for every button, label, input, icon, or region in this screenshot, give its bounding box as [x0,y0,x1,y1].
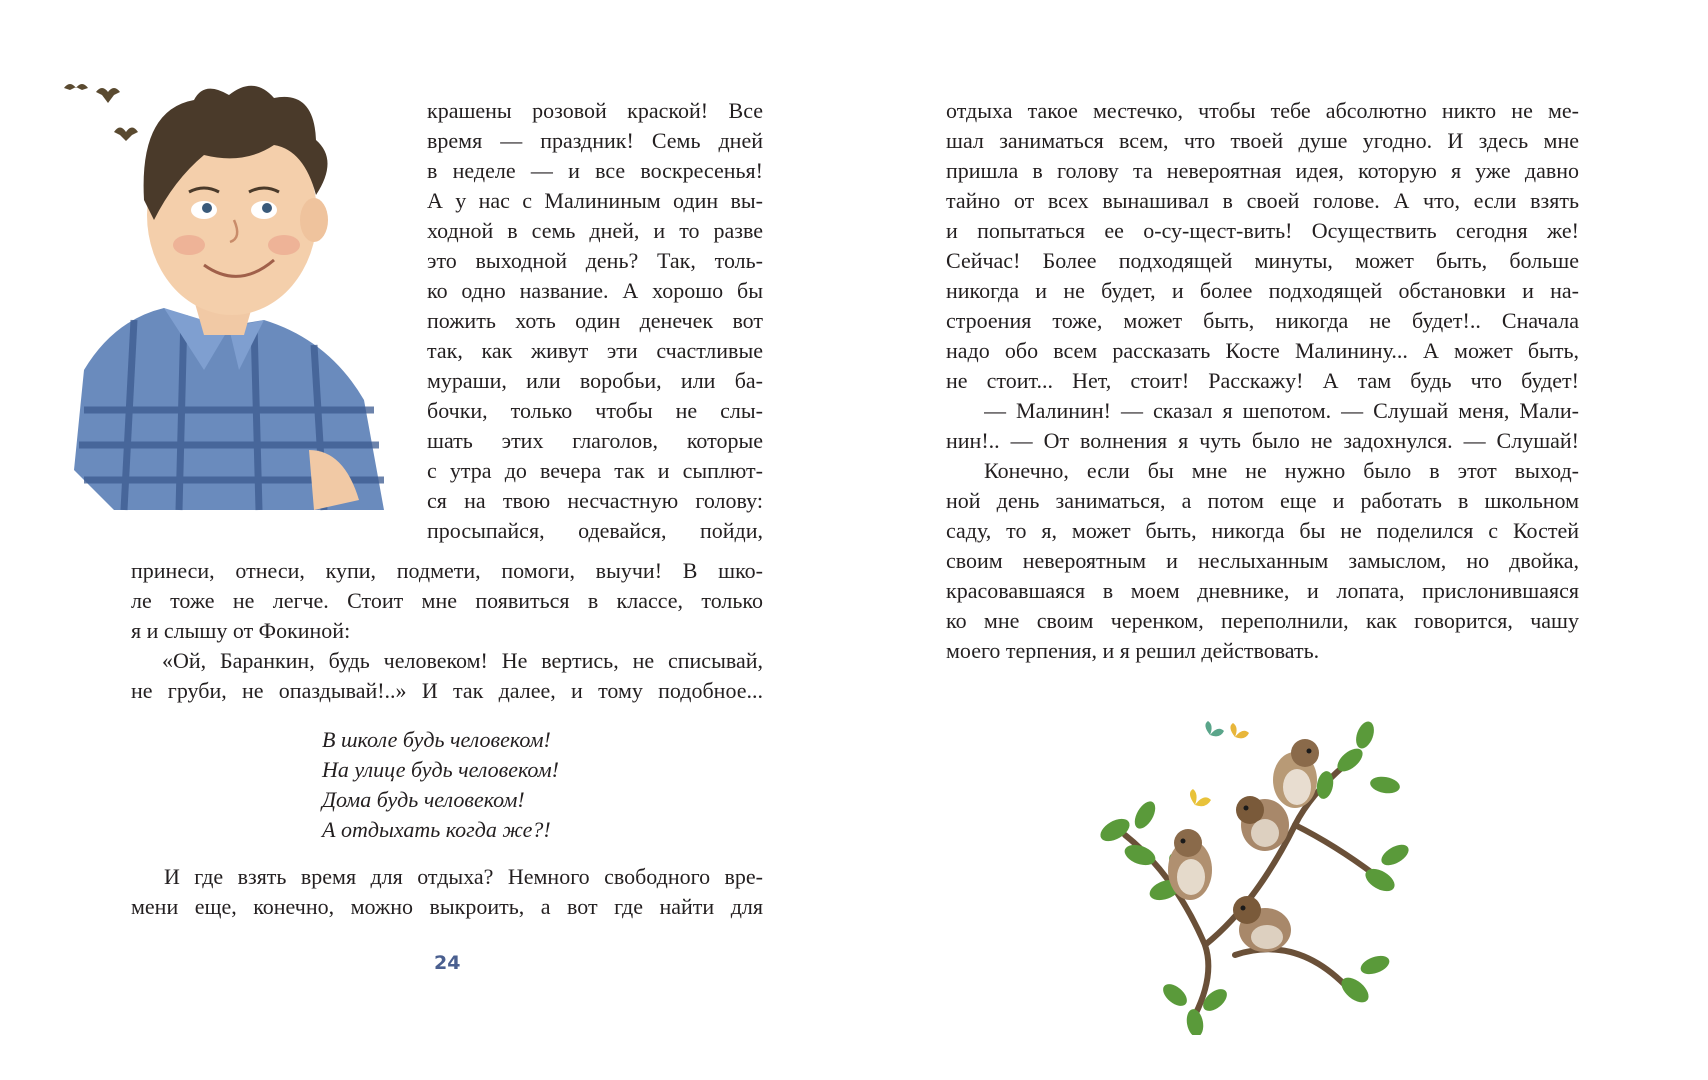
poem-line: В школе будь человеком! [322,727,551,752]
text-line: красовавшаяся в моем дневнике, и лопата, прислонившаяся [946,578,1579,603]
text-line: принеси, отнеси, купи, подмети, помоги, выучи! В шко- [131,558,763,583]
text-line: не груби, не опаздывай!..» И так далее, и тому подобное... [131,678,763,703]
text-line: саду, то я, может быть, никогда бы не поделился с Костей [946,518,1579,543]
text-line: бочки, только чтобы не слы- [427,398,763,423]
text-line: так, как живут эти счастливые [427,338,763,363]
text-line: не стоит... Нет, стоит! Расскажу! А там будь что будет! [946,368,1579,393]
text-line: А у нас с Малининым один вы- [427,188,763,213]
butterfly-icon [1230,723,1249,738]
text-line: И где взять время для отдыха? Немного свободного вре- [164,864,763,889]
text-line: ходной в семь дней, и то разве [427,218,763,243]
poem-line: Дома будь человеком! [322,787,525,812]
text-line: пожить хоть один денечек вот [427,308,763,333]
text-line: Конечно, если бы мне не нужно было в этот выход- [984,458,1579,483]
text-line: нин!.. — От волнения я чуть было не задохнулся. — Слушай! [946,428,1579,453]
text-line: ко мне своим черенком, переполнили, как говорится, чашу [946,608,1579,633]
text-line: время — праздник! Семь дней [427,128,763,153]
text-line: мени еще, конечно, можно выкроить, а вот где найти для [131,894,763,919]
text-line: ной день заниматься, а потом еще и работать в школьном [946,488,1579,513]
text-line: мураши, или воробьи, или ба- [427,368,763,393]
text-line: с утра до вечера так и сыплют- [427,458,763,483]
boy-illustration [54,70,410,530]
text-line: — Малинин! — сказал я шепотом. — Слушай меня, Мали- [984,398,1579,423]
text-line: шал заниматься всем, что твоей душе угодно. И здесь мне [946,128,1579,153]
sparrow [1233,896,1291,952]
text-line: своим невероятным и неслыханным замыслом, но двойка, [946,548,1579,573]
text-line: и попытаться ее о-су-щест-вить! Осуществить сегодня же! [946,218,1579,243]
text-line: «Ой, Баранкин, будь человеком! Не вертись, не списывай, [162,648,763,673]
poem-line: А отдыхать когда же?! [322,817,551,842]
flying-birds [64,84,138,141]
text-line: тайно от всех вынашивал в своей голове. А что, если взять [946,188,1579,213]
page-number: 24 [434,952,461,974]
text-line: ся на твою несчастную голову: [427,488,763,513]
text-line: просыпайся, одевайся, пойди, [427,518,763,543]
text-line: в неделе — и все воскресенья! [427,158,763,183]
text-line: это выходной день? Так, толь- [427,248,763,273]
text-line: надо обо всем рассказать Косте Малинину... А может быть, [946,338,1579,363]
text-line: крашены розовой краской! Все [427,98,763,123]
sparrow [1236,796,1289,851]
text-line: ле тоже не легче. Стоит мне появиться в классе, только [131,588,763,613]
text-line: отдыха такое местечко, чтобы тебе абсолютно никто не ме- [946,98,1579,123]
text-line: шать этих глаголов, которые [427,428,763,453]
text-line: ко одно название. А хорошо бы [427,278,763,303]
text-line: моего терпения, и я решил действовать. [946,638,1320,663]
text-line: строения тоже, может быть, никогда не будет!.. Сначала [946,308,1579,333]
butterfly-icon [1205,721,1224,736]
text-line: я и слышу от Фокиной: [131,618,351,643]
text-line: пришла в голову та невероятная идея, которую я уже давно [946,158,1579,183]
text-line: Сейчас! Более подходящей минуты, может быть, больше [946,248,1579,273]
butterfly-icon [1190,789,1211,806]
sparrows-illustration [1085,705,1445,1035]
text-line: никогда и не будет, и более подходящей обстановки и на- [946,278,1579,303]
poem-line: На улице будь человеком! [322,757,559,782]
sparrow [1168,829,1212,900]
